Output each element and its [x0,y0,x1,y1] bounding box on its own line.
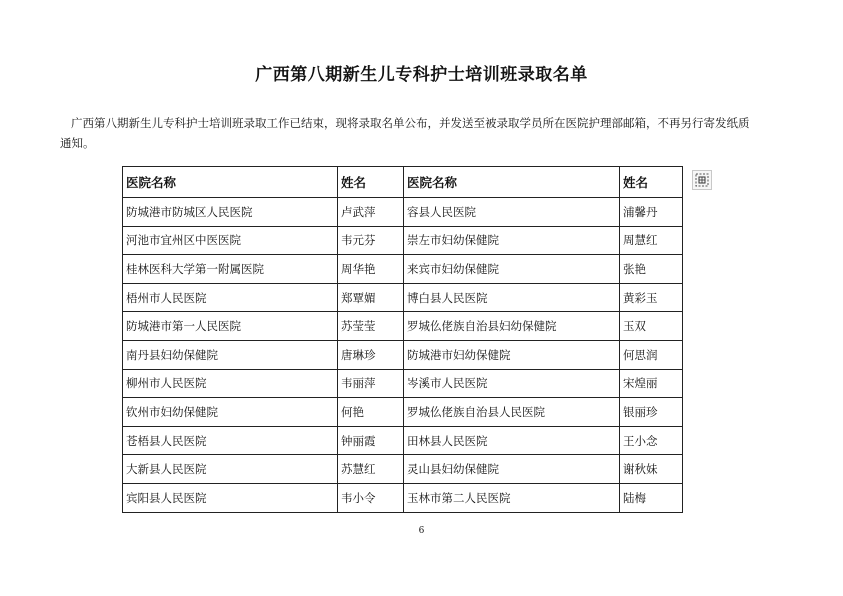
person-name-cell: 何艳 [338,398,404,427]
table-row [123,455,683,484]
header-hospital-name: 医院名称 [123,167,338,198]
hospital-name-cell: 防城港市防城区人民医院 [123,198,338,227]
hospital-name-cell: 罗城仫佬族自治县人民医院 [404,398,620,427]
person-name-cell: 唐琳珍 [338,340,404,369]
table-header-row [123,167,683,198]
person-name-cell: 韦丽萍 [338,369,404,398]
person-name-cell: 周慧红 [620,226,683,255]
person-name-cell: 宋煌丽 [620,369,683,398]
hospital-name-cell: 大新县人民医院 [123,455,338,484]
table-row [123,283,683,312]
table-row [123,398,683,427]
hospital-name-cell: 南丹县妇幼保健院 [123,340,338,369]
table-row [123,312,683,341]
table-row [123,198,683,227]
header-person-name: 姓名 [620,167,683,198]
header-person-name: 姓名 [338,167,404,198]
table-row [123,226,683,255]
person-name-cell: 周华艳 [338,255,404,284]
hospital-name-cell: 容县人民医院 [404,198,620,227]
hospital-name-cell: 岑溪市人民医院 [404,369,620,398]
person-name-cell: 王小念 [620,426,683,455]
table-row [123,255,683,284]
hospital-name-cell: 防城港市第一人民医院 [123,312,338,341]
hospital-name-cell: 来宾市妇幼保健院 [404,255,620,284]
hospital-name-cell: 柳州市人民医院 [123,369,338,398]
hospital-name-cell: 田林县人民医院 [404,426,620,455]
hospital-name-cell: 灵山县妇幼保健院 [404,455,620,484]
person-name-cell: 陆梅 [620,483,683,512]
hospital-name-cell: 桂林医科大学第一附属医院 [123,255,338,284]
person-name-cell: 苏莹莹 [338,312,404,341]
hospital-name-cell: 钦州市妇幼保健院 [123,398,338,427]
table-select-glyph [695,173,709,187]
person-name-cell: 郑覃媚 [338,283,404,312]
person-name-cell: 何思润 [620,340,683,369]
hospital-name-cell: 崇左市妇幼保健院 [404,226,620,255]
person-name-cell: 玉双 [620,312,683,341]
person-name-cell: 张艳 [620,255,683,284]
person-name-cell: 卢武萍 [338,198,404,227]
person-name-cell: 韦元芬 [338,226,404,255]
hospital-name-cell: 苍梧县人民医院 [123,426,338,455]
hospital-name-cell: 河池市宜州区中医医院 [123,226,338,255]
header-hospital-name: 医院名称 [404,167,620,198]
document-title: 广西第八期新生儿专科护士培训班录取名单 [255,65,588,85]
hospital-name-cell: 梧州市人民医院 [123,283,338,312]
page-number: 6 [418,526,425,536]
table-row [123,483,683,512]
person-name-cell: 韦小令 [338,483,404,512]
hospital-name-cell: 玉林市第二人民医院 [404,483,620,512]
hospital-name-cell: 博白县人民医院 [404,283,620,312]
person-name-cell: 浦馨丹 [620,198,683,227]
table-row [123,426,683,455]
hospital-name-cell: 防城港市妇幼保健院 [404,340,620,369]
intro-paragraph: 广西第八期新生儿专科护士培训班录取工作已结束，现将录取名单公布，并发送至被录取学员所在医院护理部邮箱，不再另行寄发纸质通知。 [60,116,750,150]
table-row [123,340,683,369]
table-row [123,369,683,398]
admission-table [122,166,683,513]
person-name-cell: 银丽珍 [620,398,683,427]
table-select-icon[interactable] [692,170,712,190]
hospital-name-cell: 罗城仫佬族自治县妇幼保健院 [404,312,620,341]
person-name-cell: 黄彩玉 [620,283,683,312]
person-name-cell: 苏慧红 [338,455,404,484]
person-name-cell: 钟丽霞 [338,426,404,455]
hospital-name-cell: 宾阳县人民医院 [123,483,338,512]
person-name-cell: 谢秋妹 [620,455,683,484]
